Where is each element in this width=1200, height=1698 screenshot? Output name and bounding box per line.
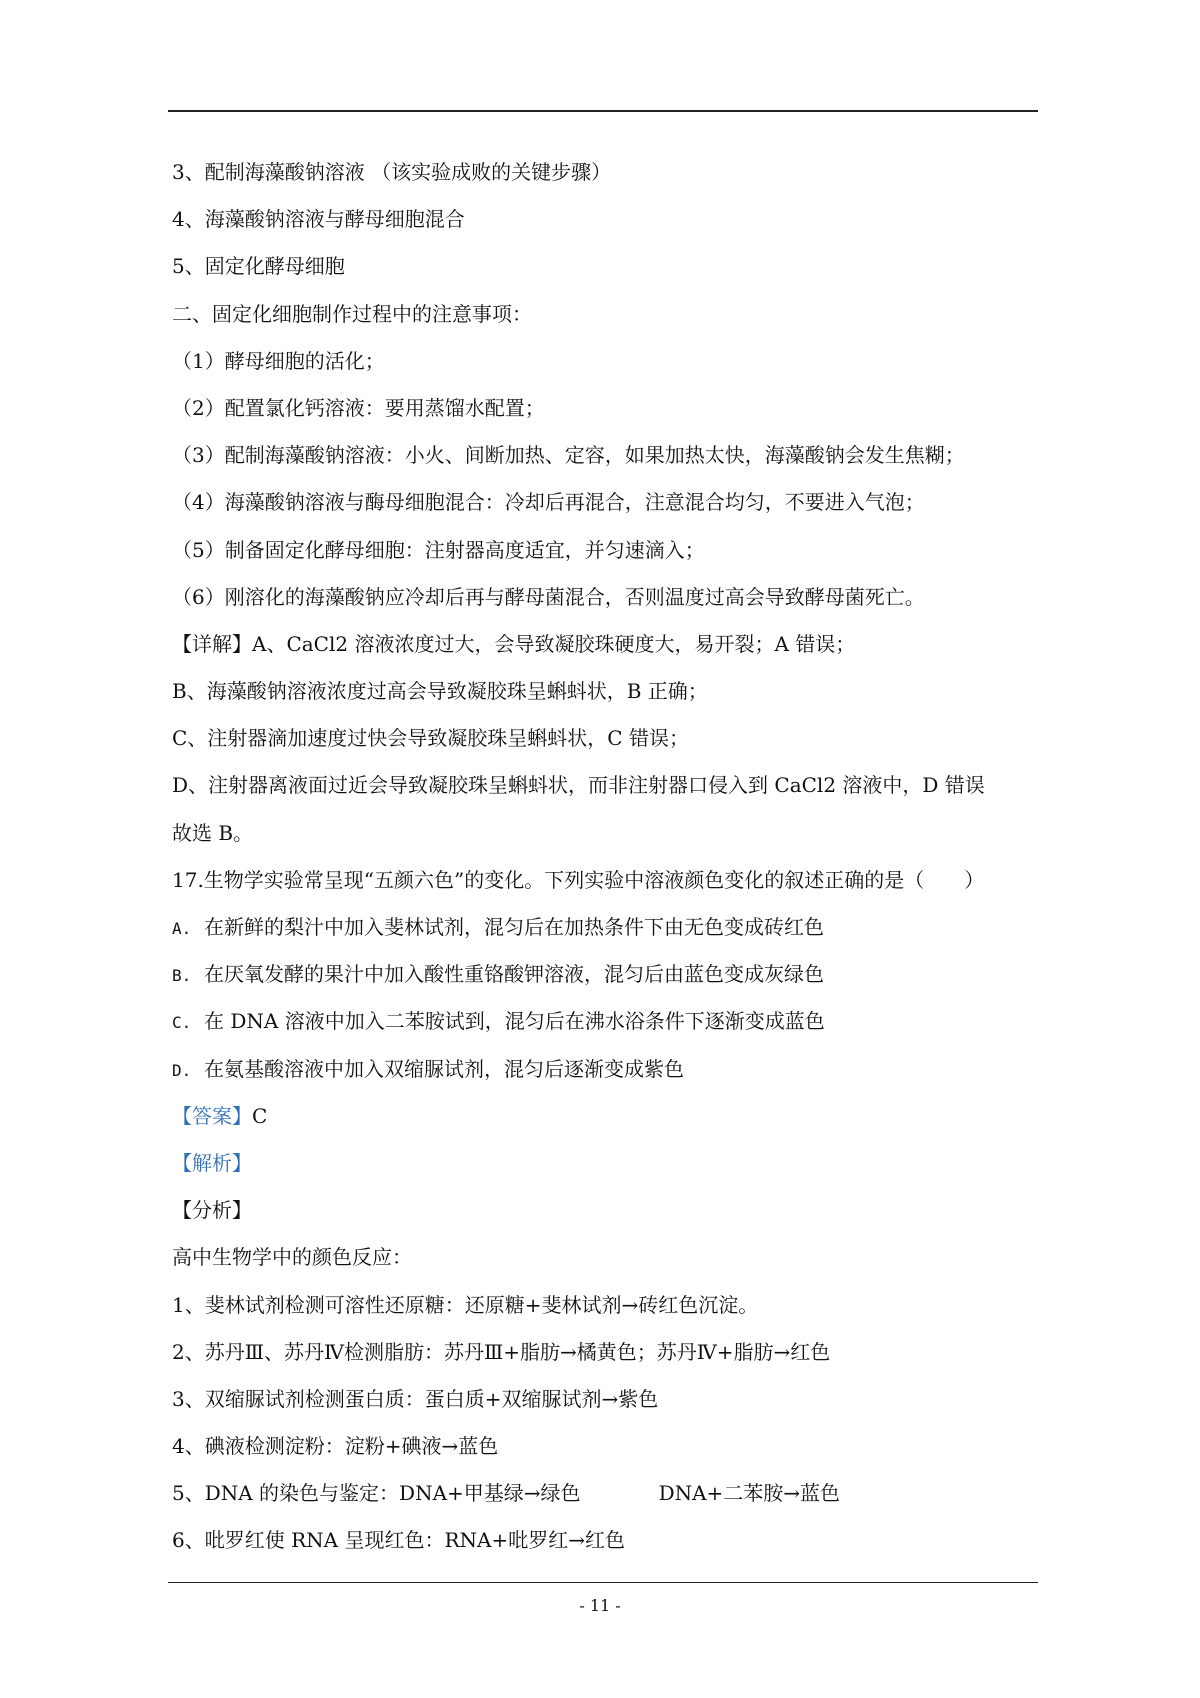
option-text: 在新鲜的梨汁中加入斐林试剂，混匀后在加热条件下由无色变成砖红色 bbox=[204, 915, 824, 939]
text-line: （3）配制海藻酸钠溶液：小火、间断加热、定容，如果加热太快，海藻酸钠会发生焦糊； bbox=[172, 443, 965, 468]
header-rule bbox=[168, 110, 1038, 112]
option-letter: A. bbox=[172, 919, 192, 938]
text-line: 3、双缩脲试剂检测蛋白质：蛋白质+双缩脲试剂→紫色 bbox=[172, 1386, 659, 1411]
text-line: 高中生物学中的颜色反应： bbox=[172, 1245, 412, 1270]
text-line: 4、海藻酸钠溶液与酵母细胞混合 bbox=[172, 207, 465, 232]
text-line: （2）配置氯化钙溶液：要用蒸馏水配置； bbox=[172, 395, 545, 420]
text-line: D、注射器离液面过近会导致凝胶珠呈蝌蚪状，而非注射器口侵入到 CaCl2 溶液中，D 错误 bbox=[172, 773, 985, 798]
answer-value: C bbox=[252, 1103, 268, 1128]
text-line: （5）制备固定化酵母细胞：注射器高度适宜，并匀速滴入； bbox=[172, 537, 705, 562]
detail-explanation: 【详解】A、CaCl2 溶液浓度过大，会导致凝胶珠硬度大，易开裂；A 错误； bbox=[172, 631, 856, 656]
dna-line-part2: DNA+二苯胺→蓝色 bbox=[658, 1481, 841, 1506]
text-line: （6）刚溶化的海藻酸钠应冷却后再与酵母菌混合，否则温度过高会导致酵母菌死亡。 bbox=[172, 584, 925, 609]
fenxi-label: 【分析】 bbox=[172, 1198, 252, 1223]
option-letter: C. bbox=[172, 1013, 192, 1033]
answer-label: 【答案】 bbox=[172, 1103, 252, 1128]
option-letter: B. bbox=[172, 966, 192, 986]
option-a bbox=[172, 907, 1052, 954]
text-line: 6、吡罗红使 RNA 呈现红色：RNA+吡罗红→红色 bbox=[172, 1528, 625, 1553]
text-line: 3、配制海藻酸钠溶液 （该实验成败的关键步骤） bbox=[172, 160, 612, 184]
text-line: 4、碘液检测淀粉：淀粉+碘液→蓝色 bbox=[172, 1434, 499, 1459]
dna-line bbox=[172, 1473, 1052, 1520]
option-letter: D. bbox=[172, 1060, 192, 1080]
option-text: 在厌氧发酵的果汁中加入酸性重铬酸钾溶液，混匀后由蓝色变成灰绿色 bbox=[204, 962, 824, 987]
option-text: 在 DNA 溶液中加入二苯胺试到，混匀后在沸水浴条件下逐渐变成蓝色 bbox=[204, 1009, 825, 1034]
text-line: 1、斐林试剂检测可溶性还原糖：还原糖+斐林试剂→砖红色沉淀。 bbox=[172, 1292, 759, 1317]
option-text: 在氨基酸溶液中加入双缩脲试剂，混匀后逐渐变成紫色 bbox=[204, 1056, 684, 1081]
footer-rule bbox=[168, 1582, 1038, 1583]
text-line: 5、固定化酵母细胞 bbox=[172, 254, 345, 279]
text-line: B、海藻酸钠溶液浓度过高会导致凝胶珠呈蝌蚪状，B 正确； bbox=[172, 679, 708, 704]
section-heading: 二、固定化细胞制作过程中的注意事项： bbox=[172, 301, 532, 326]
text-line: （1）酵母细胞的活化； bbox=[172, 348, 385, 373]
page-content bbox=[172, 152, 1052, 1568]
page-number: - 11 - bbox=[579, 1596, 621, 1615]
dna-line-part1: 5、DNA 的染色与鉴定：DNA+甲基绿→绿色 bbox=[172, 1481, 581, 1506]
analysis-label: 【解析】 bbox=[172, 1150, 252, 1175]
option-d bbox=[172, 1049, 1052, 1096]
text-line: （4）海藻酸钠溶液与酶母细胞混合：冷却后再混合，注意混合均匀，不要进入气泡； bbox=[172, 490, 925, 515]
answer-line bbox=[172, 1096, 1052, 1143]
text-line: 故选 B。 bbox=[172, 820, 254, 845]
option-b bbox=[172, 954, 1052, 1001]
text-line: C、注射器滴加速度过快会导致凝胶珠呈蝌蚪状，C 错误； bbox=[172, 726, 689, 751]
text-line: 2、苏丹Ⅲ、苏丹Ⅳ检测脂肪：苏丹Ⅲ+脂肪→橘黄色；苏丹Ⅳ+脂肪→红色 bbox=[172, 1339, 831, 1364]
question-stem: 17.生物学实验常呈现“五颜六色”的变化。下列实验中溶液颜色变化的叙述正确的是（ ） bbox=[172, 867, 985, 892]
option-c bbox=[172, 1001, 1052, 1048]
